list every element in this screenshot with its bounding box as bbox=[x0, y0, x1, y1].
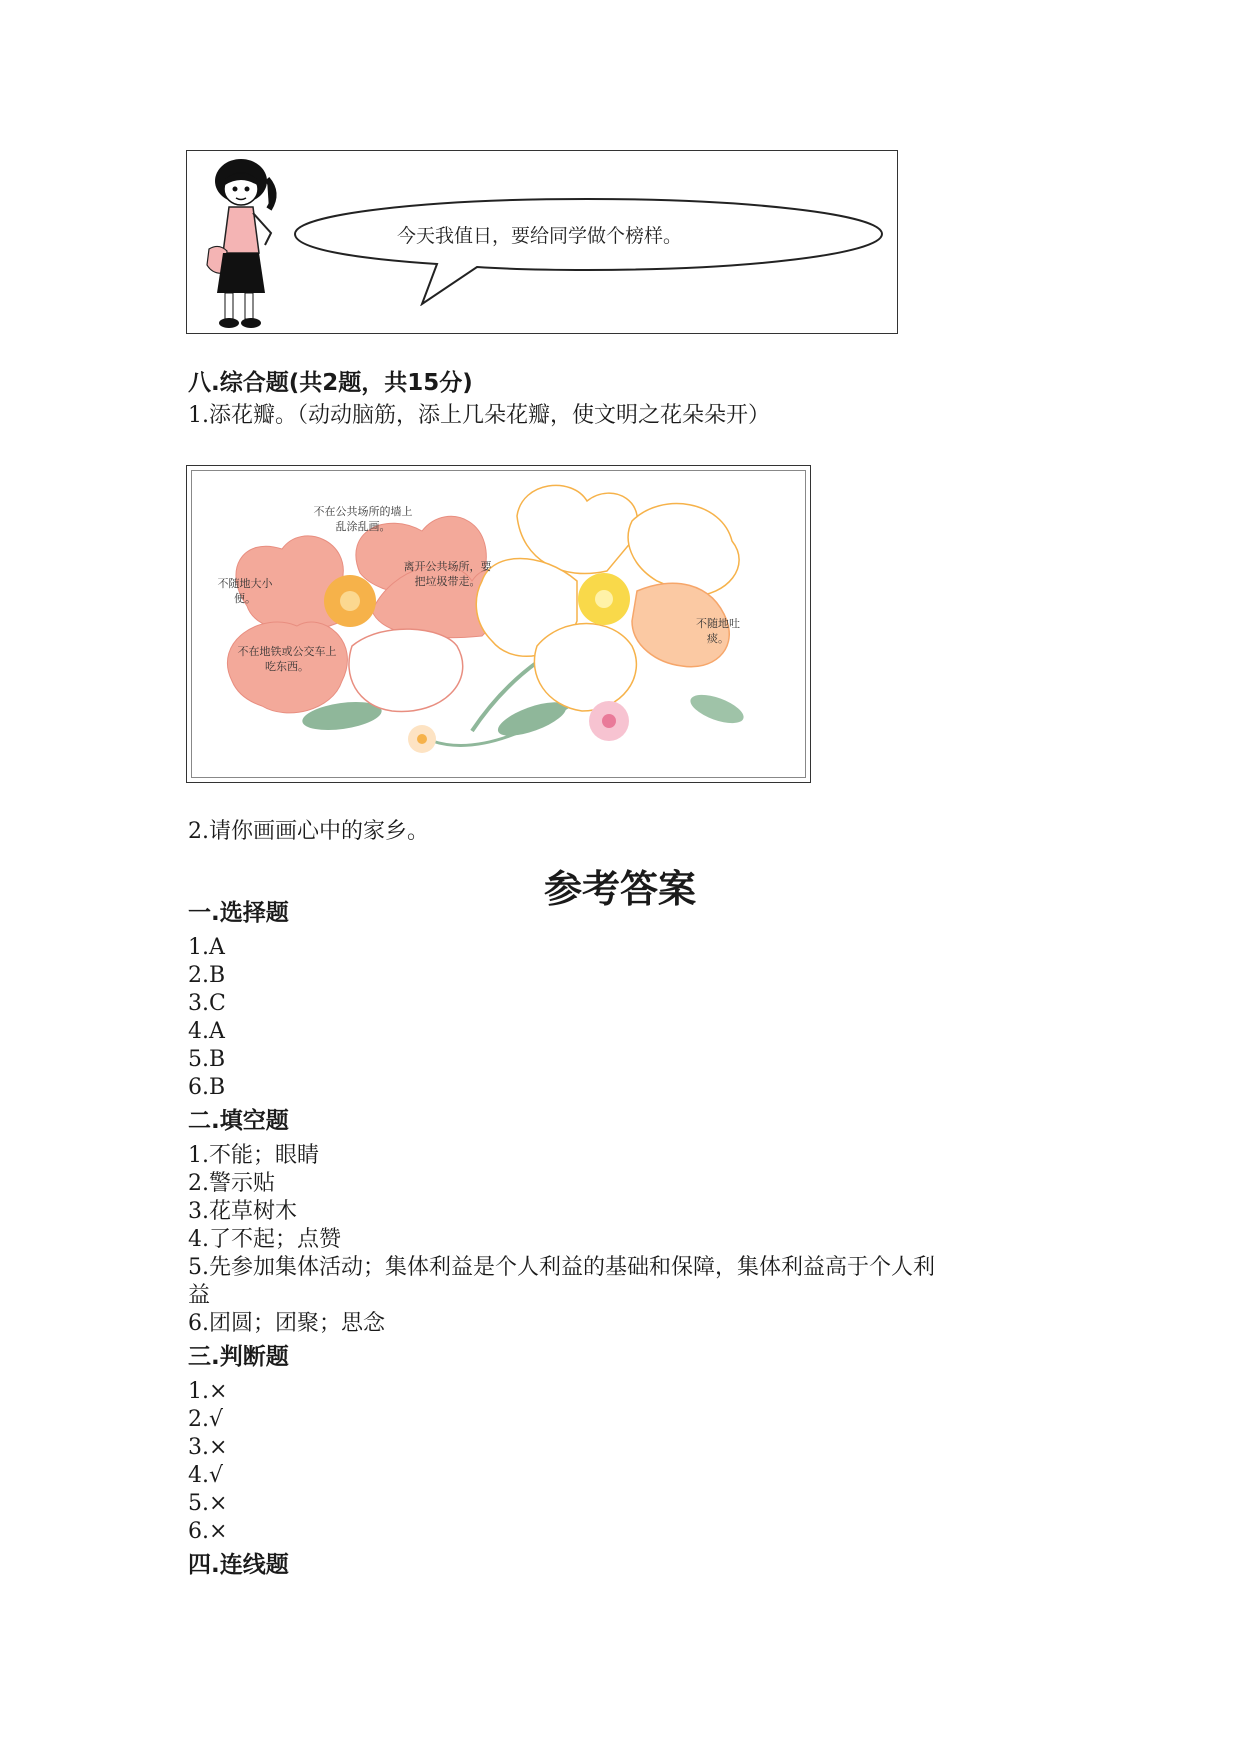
small-flower bbox=[408, 725, 436, 753]
answer-key-title: 参考答案 bbox=[543, 867, 696, 911]
petal-text-left: 不随地大小便。 bbox=[217, 577, 273, 605]
petal-text-right: 离开公共场所，要把垃圾带走。 bbox=[403, 560, 492, 588]
answer-item: 1.不能；眼睛 bbox=[188, 1143, 319, 1168]
answer-item: 6.团圆；团聚；思念 bbox=[188, 1311, 385, 1336]
speech-bubble-text: 今天我值日，要给同学做个榜样。 bbox=[397, 225, 683, 247]
answer-item: 3.花草树木 bbox=[188, 1199, 297, 1224]
petal-text-orange: 不随地吐痰。 bbox=[696, 617, 740, 645]
answer-item: 5.× bbox=[188, 1491, 228, 1516]
answer-item: 5.先参加集体活动；集体利益是个人利益的基础和保障，集体利益高于个人利 bbox=[188, 1255, 935, 1280]
answer-item: 6.× bbox=[188, 1519, 228, 1544]
answer-item: 4.了不起；点赞 bbox=[188, 1227, 341, 1252]
answer-section2-heading: 二.填空题 bbox=[188, 1108, 289, 1134]
girl-illustration bbox=[189, 153, 289, 331]
answer-item: 4.A bbox=[188, 1019, 225, 1044]
petal-text-bottom: 不在地铁或公交车上吃东西。 bbox=[237, 645, 337, 673]
petal-text-top: 不在公共场所的墙上乱涂乱画。 bbox=[313, 505, 413, 533]
flower-illustration-frame bbox=[186, 465, 811, 783]
answer-item: 3.× bbox=[188, 1435, 228, 1460]
answer-item: 2.警示贴 bbox=[188, 1171, 275, 1196]
answer-item: 2.B bbox=[188, 963, 226, 988]
flower-center bbox=[324, 575, 376, 627]
answer-section1-heading: 一.选择题 bbox=[188, 900, 289, 926]
speech-panel bbox=[186, 150, 898, 334]
section8-heading: 八.综合题(共2题，共15分) bbox=[188, 370, 473, 396]
petal bbox=[349, 629, 463, 711]
small-flower bbox=[589, 701, 629, 741]
petal bbox=[628, 504, 739, 596]
answer-item: 2.√ bbox=[188, 1407, 224, 1432]
answer-item: 5.B bbox=[188, 1047, 226, 1072]
answer-item: 1.A bbox=[188, 935, 225, 960]
speech-bubble bbox=[287, 196, 887, 306]
answer-section4-heading: 四.连线题 bbox=[188, 1552, 289, 1578]
answer-item: 1.× bbox=[188, 1379, 228, 1404]
leaf bbox=[687, 689, 747, 729]
answer-section3-heading: 三.判断题 bbox=[188, 1344, 289, 1370]
petal bbox=[534, 624, 636, 712]
answer-item: 3.C bbox=[188, 991, 226, 1016]
flower-center bbox=[578, 573, 630, 625]
question-2: 2.请你画画心中的家乡。 bbox=[188, 819, 429, 844]
answer-item: 6.B bbox=[188, 1075, 226, 1100]
question-1: 1.添花瓣。（动动脑筋，添上几朵花瓣，使文明之花朵朵开） bbox=[188, 403, 770, 428]
answer-item: 益 bbox=[188, 1283, 211, 1308]
answer-item: 4.√ bbox=[188, 1463, 224, 1488]
